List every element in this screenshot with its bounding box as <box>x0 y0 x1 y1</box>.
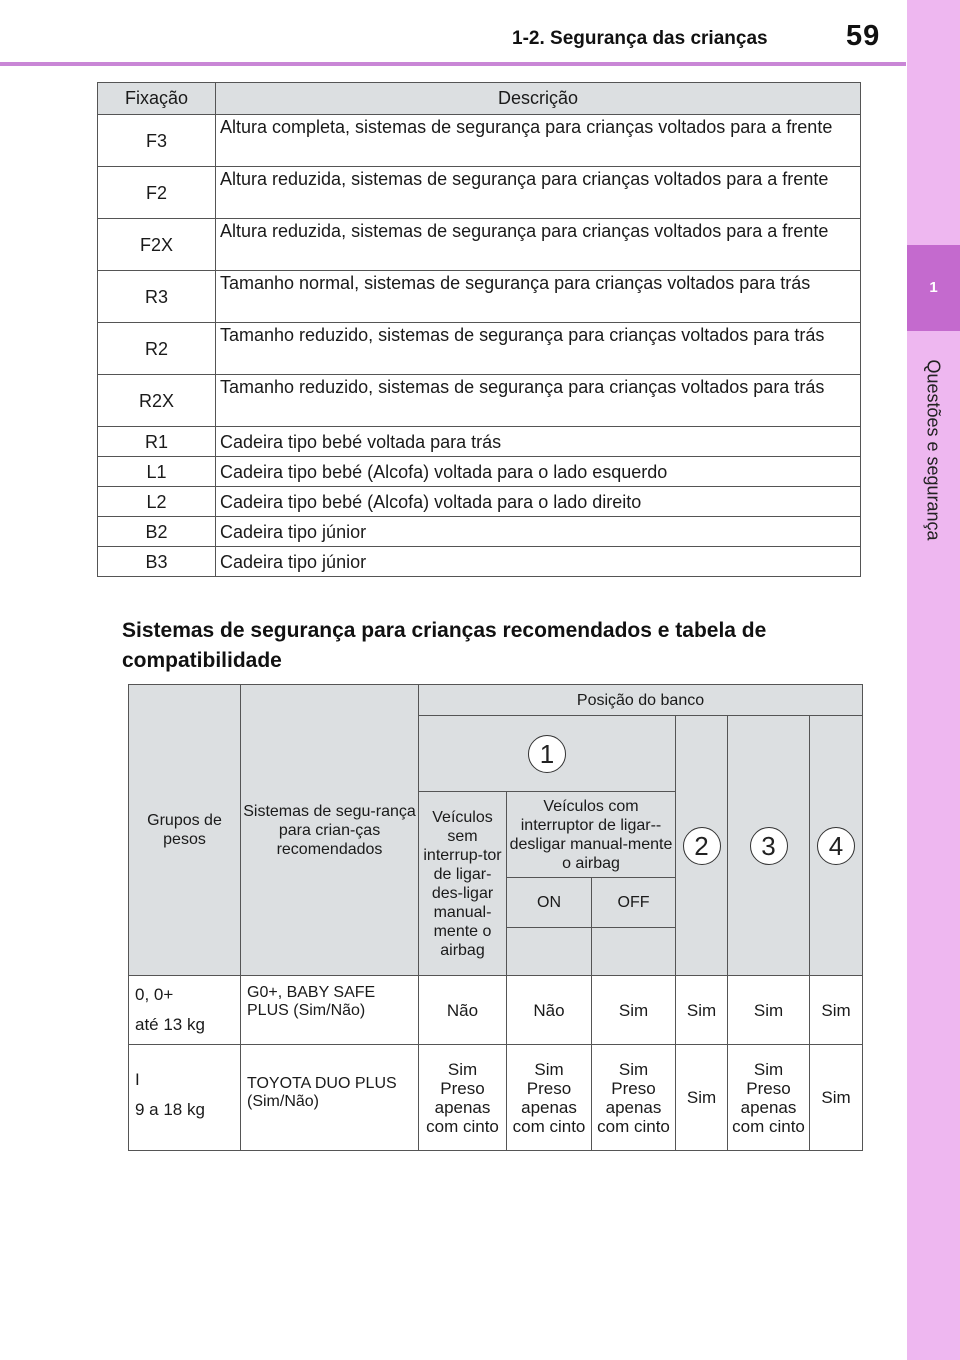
compatibility-table <box>128 684 863 1151</box>
compat-cell: Sim <box>592 976 676 1045</box>
compat-cell: Não <box>419 976 507 1045</box>
compat-value: Sim <box>753 1059 784 1079</box>
table-header-row <box>129 685 863 716</box>
weight-group-class: 0, 0+ <box>135 985 174 1004</box>
compat-cell: Sim <box>676 1045 728 1151</box>
weight-group-range: 9 a 18 kg <box>135 1100 205 1119</box>
side-tab-label: Questões e segurança <box>923 359 944 541</box>
fixation-code: F3 <box>98 115 216 167</box>
fixation-table <box>97 82 861 577</box>
fixation-description: Altura reduzida, sistemas de segurança para crianças voltados para a frente <box>216 167 861 219</box>
compat-cell <box>592 1045 676 1151</box>
recommended-system: G0+, BABY SAFE PLUS (Sim/Não) <box>241 976 419 1045</box>
compat-cell: Sim <box>810 1045 863 1151</box>
table-row <box>129 1045 863 1151</box>
page-number: 59 <box>846 20 881 52</box>
weight-group-class: I <box>135 1070 140 1089</box>
seat-2-header <box>676 716 728 976</box>
seat-4-header <box>810 716 863 976</box>
fixation-code: R2 <box>98 323 216 375</box>
compat-cell <box>728 1045 810 1151</box>
header-airbag-on: ON <box>507 878 592 928</box>
table-row <box>129 976 863 1045</box>
side-tab-chapter-number: 1 <box>907 245 960 331</box>
weight-group-range: até 13 kg <box>135 1015 205 1034</box>
table-row <box>98 375 861 427</box>
fixation-description: Altura reduzida, sistemas de segurança para crianças voltados para a frente <box>216 219 861 271</box>
fixation-description: Altura completa, sistemas de segurança para crianças voltados para a frente <box>216 115 861 167</box>
weight-group <box>129 976 241 1045</box>
table-row <box>98 167 861 219</box>
header-divider <box>0 62 906 66</box>
seat-3-number: 3 <box>750 827 788 865</box>
seat-2-number: 2 <box>683 827 721 865</box>
fixation-code: B3 <box>98 547 216 577</box>
header-no-airbag-switch: Veículos sem interrup-tor de ligar-des-ligar manual-mente o airbag <box>419 792 507 976</box>
compat-value: Sim <box>534 1059 564 1079</box>
fixation-description: Cadeira tipo bebé (Alcofa) voltada para o lado esquerdo <box>216 457 861 487</box>
compat-value: Sim <box>447 1059 478 1079</box>
fixation-code: R2X <box>98 375 216 427</box>
weight-group <box>129 1045 241 1151</box>
table-row <box>98 547 861 577</box>
table-row <box>98 457 861 487</box>
fixation-description: Cadeira tipo bebé (Alcofa) voltada para o lado direito <box>216 487 861 517</box>
compat-cell: Sim <box>810 976 863 1045</box>
header-with-airbag-switch: Veículos com interruptor de ligar--desligar manual-mente o airbag <box>507 792 676 878</box>
compat-cell <box>507 1045 592 1151</box>
table-row <box>98 487 861 517</box>
header-description: Descrição <box>216 83 861 115</box>
table-row <box>98 323 861 375</box>
fixation-code: R1 <box>98 427 216 457</box>
fixation-code: R3 <box>98 271 216 323</box>
side-tab-strip <box>907 0 960 1360</box>
table-row <box>98 427 861 457</box>
fixation-description: Cadeira tipo júnior <box>216 547 861 577</box>
compat-note: Preso apenas com cinto <box>512 1078 586 1136</box>
table-row <box>98 271 861 323</box>
fixation-code: L1 <box>98 457 216 487</box>
compat-cell <box>419 1045 507 1151</box>
header-spacer <box>592 928 676 976</box>
compat-cell: Não <box>507 976 592 1045</box>
compat-value: Sim <box>618 1059 649 1079</box>
fixation-description: Tamanho reduzido, sistemas de segurança para crianças voltados para trás <box>216 323 861 375</box>
header-weight-groups: Grupos de pesos <box>129 685 241 976</box>
fixation-code: F2 <box>98 167 216 219</box>
recommended-system: TOYOTA DUO PLUS (Sim/Não) <box>241 1045 419 1151</box>
header-airbag-off: OFF <box>592 878 676 928</box>
seat-3-header <box>728 716 810 976</box>
table-row <box>98 517 861 547</box>
chapter-title: 1-2. Segurança das crianças <box>512 28 768 49</box>
compat-note: Preso apenas com cinto <box>597 1078 670 1136</box>
fixation-description: Tamanho reduzido, sistemas de segurança para crianças voltados para trás <box>216 375 861 427</box>
seat-4-number: 4 <box>817 827 855 865</box>
fixation-code: B2 <box>98 517 216 547</box>
fixation-description: Cadeira tipo bebé voltada para trás <box>216 427 861 457</box>
header-fixation: Fixação <box>98 83 216 115</box>
fixation-code: L2 <box>98 487 216 517</box>
compat-note: Preso apenas com cinto <box>426 1078 499 1136</box>
section-heading: Sistemas de segurança para crianças recomendados e tabela de compatibilidade <box>122 619 767 672</box>
header-spacer <box>507 928 592 976</box>
fixation-code: F2X <box>98 219 216 271</box>
header-seat-position: Posição do banco <box>419 685 863 716</box>
compat-cell: Sim <box>676 976 728 1045</box>
seat-1-number: 1 <box>528 735 566 773</box>
table-row <box>98 115 861 167</box>
table-header-row <box>98 83 861 115</box>
fixation-description: Cadeira tipo júnior <box>216 517 861 547</box>
header-recommended-systems: Sistemas de segu-rança para crian-ças recomendados <box>241 685 419 976</box>
fixation-description: Tamanho normal, sistemas de segurança para crianças voltados para trás <box>216 271 861 323</box>
table-row <box>98 219 861 271</box>
compat-note: Preso apenas com cinto <box>732 1078 805 1136</box>
seat-1-header <box>419 716 676 792</box>
compat-cell: Sim <box>728 976 810 1045</box>
